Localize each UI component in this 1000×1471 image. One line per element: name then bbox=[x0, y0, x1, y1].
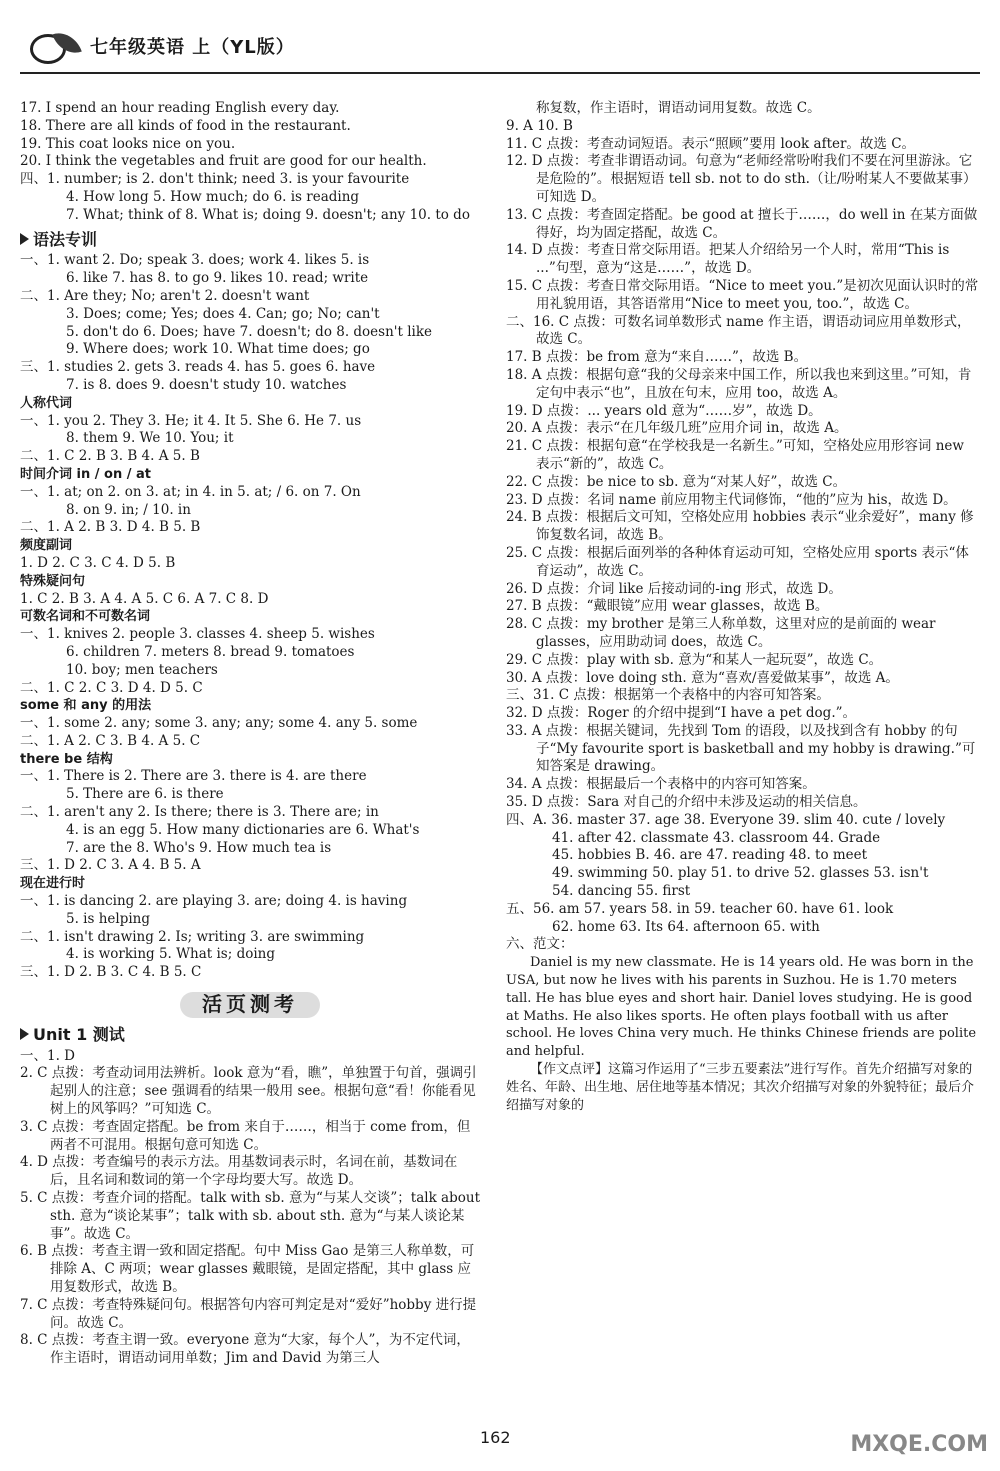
right-column bbox=[506, 100, 980, 1114]
answer-line: 1. C 2. B 3. A 4. A 5. C 6. A 7. C 8. D bbox=[20, 590, 269, 607]
answer-line: 二、1. A 2. C 3. B 4. A 5. C bbox=[20, 732, 201, 749]
answer-line: 三、1. D 2. B 3. C 4. B 5. C bbox=[20, 964, 202, 981]
answer-explanation: 5. C 点拨：考查介词的搭配。talk with sb. 意为“与某人交谈”；talk about sth. 意为“谈论某事”；talk with sb. about sth. 意为“与某人谈论某事”。故选 C。 bbox=[20, 1190, 480, 1242]
subsection-heading: there be 结构 bbox=[20, 751, 113, 767]
answer-explanation: 26. D 点拨：介词 like 后接动词的-ing 形式，故选 D。 bbox=[506, 580, 842, 597]
answer-line: 一、1. D bbox=[20, 1047, 75, 1064]
answer-explanation: 34. A 点拨：根据最后一个表格中的内容可知答案。 bbox=[506, 776, 816, 793]
answer-line: 49. swimming 50. play 51. to drive 52. glasses 53. isn't bbox=[552, 865, 929, 882]
answer-explanation: 21. C 点拨：根据句意“在学校我是一名新生。”可知，空格处应用形容词 new 表示“新的”，故选 C。 bbox=[506, 438, 964, 472]
answer-explanation: 20. A 点拨：表示“在几年级几班”应用介词 in，故选 A。 bbox=[506, 420, 848, 437]
answer-line: 四、1. number; is 2. don't think; need 3. is your favourite bbox=[20, 171, 410, 188]
answer-explanation: 17. B 点拨：be from 意为“来自……”，故选 B。 bbox=[506, 349, 808, 366]
page-number: 162 bbox=[480, 1428, 511, 1447]
answer-explanation: 6. B 点拨：考查主谓一致和固定搭配。句中 Miss Gao 是第三人称单数，可排除 A、C 两项；wear glasses 戴眼镜，是固定搭配，其中 glass 应用复数形式，故选 B。 bbox=[20, 1243, 475, 1295]
answer-line: 三、1. studies 2. gets 3. reads 4. has 5. goes 6. have bbox=[20, 359, 376, 376]
answer-line: 10. boy; men teachers bbox=[66, 661, 218, 678]
answer-line: 17. I spend an hour reading English every day. bbox=[20, 100, 340, 116]
answer-line: 9. A 10. B bbox=[506, 117, 573, 134]
answer-explanation: 30. A 点拨：love doing sth. 意为“喜欢/喜爱做某事”，故选 A。 bbox=[506, 669, 899, 686]
answer-explanation: 27. B 点拨：“戴眼镜”应用 wear glasses，故选 B。 bbox=[506, 598, 829, 615]
subsection-heading: 现在进行时 bbox=[20, 876, 86, 892]
answer-line: 一、1. want 2. Do; speak 3. does; work 4. likes 5. is bbox=[20, 252, 370, 269]
answer-explanation: 称复数，作主语时，谓语动词用复数。故选 C。 bbox=[536, 100, 821, 116]
answer-line: 62. home 63. Its 64. afternoon 65. with bbox=[552, 918, 820, 935]
answer-explanation: 7. C 点拨：考查特殊疑问句。根据答句内容可判定是对“爱好”hobby 进行提问。故选 C。 bbox=[20, 1296, 477, 1331]
subsection-heading: 时间介词 in / on / at bbox=[20, 466, 152, 482]
answer-line: 三、1. D 2. C 3. A 4. B 5. A bbox=[20, 857, 201, 874]
answer-line: 9. Where does; work 10. What time does; go bbox=[66, 341, 370, 358]
section-heading-grammar: 语法专训 bbox=[20, 231, 480, 249]
answer-line: 一、1. you 2. They 3. He; it 4. It 5. She 6. He 7. us bbox=[20, 412, 362, 429]
answer-explanation: 11. C 点拨：考查动词短语。表示“照顾”要用 look after。故选 C。 bbox=[506, 135, 916, 152]
subsection-heading: some 和 any 的用法 bbox=[20, 698, 152, 714]
answer-explanation: 19. D 点拨：... years old 意为“……岁”，故选 D。 bbox=[506, 402, 822, 419]
book-logo-icon bbox=[20, 30, 90, 62]
answer-explanation: 24. B 点拨：根据后文可知，空格处应用 hobbies 表示“业余爱好”，many 修饰复数名词，故选 B。 bbox=[506, 509, 974, 544]
answer-line: 8. on 9. in; / 10. in bbox=[66, 501, 191, 518]
answer-line: 二、1. A 2. B 3. D 4. B 5. B bbox=[20, 519, 201, 536]
answer-line: 3. Does; come; Yes; does 4. Can; go; No; can't bbox=[66, 305, 380, 322]
answer-explanation: 三、31. C 点拨：根据第一个表格中的内容可知答案。 bbox=[506, 687, 830, 704]
answer-line: 4. is working 5. What is; doing bbox=[66, 946, 275, 963]
answer-explanation: 8. C 点拨：考查主谓一致。everyone 意为“大家，每个人”，为不定代词，作主语时，谓语动词用单数；Jim and David 为第三人 bbox=[20, 1332, 470, 1367]
answer-explanation: 二、16. C 点拨：可数名词单数形式 name 作主语，谓语动词应用单数形式，故选 C。 bbox=[506, 313, 971, 348]
answer-line: 一、1. at; on 2. on 3. at; in 4. in 5. at; / 6. on 7. On bbox=[20, 483, 361, 500]
answer-line: 8. them 9. We 10. You; it bbox=[66, 430, 234, 447]
answer-line: 45. hobbies B. 46. are 47. reading 48. to meet bbox=[552, 847, 868, 864]
answer-explanation: 22. C 点拨：be nice to sb. 意为“对某人好”，故选 C。 bbox=[506, 473, 847, 490]
answer-line: 四、A. 36. master 37. age 38. Everyone 39. slim 40. cute / lovely bbox=[506, 811, 946, 828]
triangle-icon bbox=[20, 233, 29, 245]
answer-explanation: 14. D 点拨：考查日常交际用语。把某人介绍给另一个人时，常用“This is ...”句型，意为“这是……”，故选 D。 bbox=[506, 242, 950, 277]
subsection-heading: 人称代词 bbox=[20, 395, 73, 411]
answer-line: 二、1. Are they; No; aren't 2. doesn't want bbox=[20, 287, 310, 304]
answer-line: 二、1. aren't any 2. Is there; there is 3. There are; in bbox=[20, 804, 379, 821]
answer-explanation: 3. C 点拨：考查固定搭配。be from 来自于……，相当于 come from，但两者不可混用。根据句意可知选 C。 bbox=[20, 1118, 471, 1153]
answer-line: 一、1. is dancing 2. are playing 3. are; doing 4. is having bbox=[20, 893, 408, 910]
answer-line: 二、1. isn't drawing 2. Is; writing 3. are swimming bbox=[20, 928, 365, 945]
answer-line: 6. children 7. meters 8. bread 9. tomatoes bbox=[66, 643, 355, 660]
answer-explanation: 25. C 点拨：根据后面列举的各种体育运动可知，空格处应用 sports 表示“体育运动”，故选 C。 bbox=[506, 544, 969, 579]
answer-line: 五、56. am 57. years 58. in 59. teacher 60. have 61. look bbox=[506, 900, 894, 917]
answer-line: 二、1. C 2. C 3. D 4. D 5. C bbox=[20, 679, 203, 696]
answer-line: 7. are the 8. Who's 9. How much tea is bbox=[66, 839, 332, 856]
model-essay: Daniel is my new classmate. He is 14 years old. He was born in the USA, but now he lives with his parents in Suzhou. He is 1.70 meters tall. He has blue eyes and short hair. Daniel loves studying. He is good at Maths. He also likes sports. He often plays football with us after school. He loves China very much. He thinks Chinese friends are polite and helpful. bbox=[506, 955, 977, 1060]
answer-explanation: 35. D 点拨：Sara 对自己的介绍中未涉及运动的相关信息。 bbox=[506, 794, 867, 811]
answer-explanation: 23. D 点拨：名词 name 前应用物主代词修饰，“他的”应为 his，故选 D。 bbox=[506, 491, 957, 508]
answer-line: 一、1. some 2. any; some 3. any; any; some 4. any 5. some bbox=[20, 715, 418, 732]
answer-line: 41. after 42. classmate 43. classroom 44. Grade bbox=[552, 829, 881, 846]
subsection-heading: 可数名词和不可数名词 bbox=[20, 609, 151, 625]
header-divider bbox=[20, 72, 980, 74]
answer-line: 5. is helping bbox=[66, 910, 151, 927]
answer-explanation: 15. C 点拨：考查日常交际用语。“Nice to meet you.”是初次见面认识时的常用礼貌用语，其答语常用“Nice to meet you, too.”，故选 C。 bbox=[506, 277, 979, 312]
answer-line: 19. This coat looks nice on you. bbox=[20, 135, 236, 152]
subsection-heading: 特殊疑问句 bbox=[20, 573, 86, 589]
watermark: MXQE.COM bbox=[850, 1432, 988, 1457]
section-heading-unit1: Unit 1 测试 bbox=[20, 1026, 480, 1044]
answer-line: 6. like 7. has 8. to go 9. likes 10. read; write bbox=[66, 270, 369, 287]
answer-line: 4. is an egg 5. How many dictionaries are 6. What's bbox=[66, 821, 420, 838]
answer-explanation: 29. C 点拨：play with sb. 意为“和某人一起玩耍”，故选 C。 bbox=[506, 651, 883, 668]
left-column bbox=[20, 100, 480, 1368]
answer-line: 5. don't do 6. Does; have 7. doesn't; do 8. doesn't like bbox=[66, 323, 433, 340]
answer-explanation: 18. A 点拨：根据句意“我的父母亲来中国工作，所以我也来到这里。”可知，肯定句中表示“也”，且放在句末，应用 too，故选 A。 bbox=[506, 366, 972, 401]
answer-line: 18. There are all kinds of food in the restaurant. bbox=[20, 117, 351, 134]
test-banner: 活页测考 bbox=[20, 992, 480, 1018]
answer-line: 5. There are 6. is there bbox=[66, 786, 224, 803]
answer-line: 54. dancing 55. first bbox=[552, 883, 691, 900]
answer-explanation: 13. C 点拨：考查固定搭配。be good at 擅长于……，do well in 在某方面做得好，均为固定搭配，故选 C。 bbox=[506, 206, 978, 241]
answer-explanation: 12. D 点拨：考查非谓语动词。句意为“老师经常吩咐我们不要在河里游泳。它是危险的”。根据短语 tell sb. not to do sth.（让/吩咐某人不要做某事）可知选 D。 bbox=[506, 153, 977, 205]
answer-line: 20. I think the vegetables and fruit are good for our health. bbox=[20, 153, 427, 170]
page-header bbox=[20, 26, 295, 66]
answer-line: 一、1. knives 2. people 3. classes 4. sheep 5. wishes bbox=[20, 626, 375, 643]
answer-line: 7. What; think of 8. What is; doing 9. doesn't; any 10. to do bbox=[66, 206, 470, 223]
header-title: 七年级英语 上（YL版） bbox=[90, 37, 295, 58]
answer-line: 4. How long 5. How much; do 6. is reading bbox=[66, 188, 360, 205]
answer-line: 六、范文： bbox=[506, 936, 574, 953]
subsection-heading: 频度副词 bbox=[20, 538, 73, 554]
answer-explanation: 4. D 点拨：考查编号的表示方法。用基数词表示时，名词在前，基数词在后，且名词和数词的第一个字母均要大写。故选 D。 bbox=[20, 1154, 458, 1189]
answer-line: 一、1. There is 2. There are 3. there is 4. are there bbox=[20, 768, 367, 785]
answer-explanation: 28. C 点拨：my brother 是第三人称单数，这里对应的是前面的 wear glasses，应用助动词 does，故选 C。 bbox=[506, 616, 936, 650]
answer-explanation: 33. A 点拨：根据关键词，先找到 Tom 的语段，以及找到含有 hobby 的句子“My favourite sport is basketball and my hobby is drawing.”可知答案是 drawing。 bbox=[506, 722, 976, 775]
answer-line: 1. D 2. C 3. C 4. D 5. B bbox=[20, 554, 176, 571]
answer-explanation: 2. C 点拨：考查动词用法辨析。look 意为“看，瞧”，单独置于句首，强调引起别人的注意；see 强调看的结果一般用 see。根据句意“看！你能看见树上的风筝吗？”可知选 C。 bbox=[20, 1065, 477, 1118]
answer-explanation: 32. D 点拨：Roger 的介绍中提到“I have a pet dog.”。 bbox=[506, 705, 857, 722]
triangle-icon bbox=[20, 1028, 29, 1040]
essay-comment: 【作文点评】这篇习作运用了“三步五要素法”进行写作。首先介绍描写对象的姓名、年龄、出生地、居住地等基本情况；其次介绍描写对象的外貌特征；最后介绍描写对象的 bbox=[506, 1062, 975, 1113]
answer-line: 二、1. C 2. B 3. B 4. A 5. B bbox=[20, 448, 200, 465]
answer-line: 7. is 8. does 9. doesn't study 10. watches bbox=[66, 376, 347, 393]
